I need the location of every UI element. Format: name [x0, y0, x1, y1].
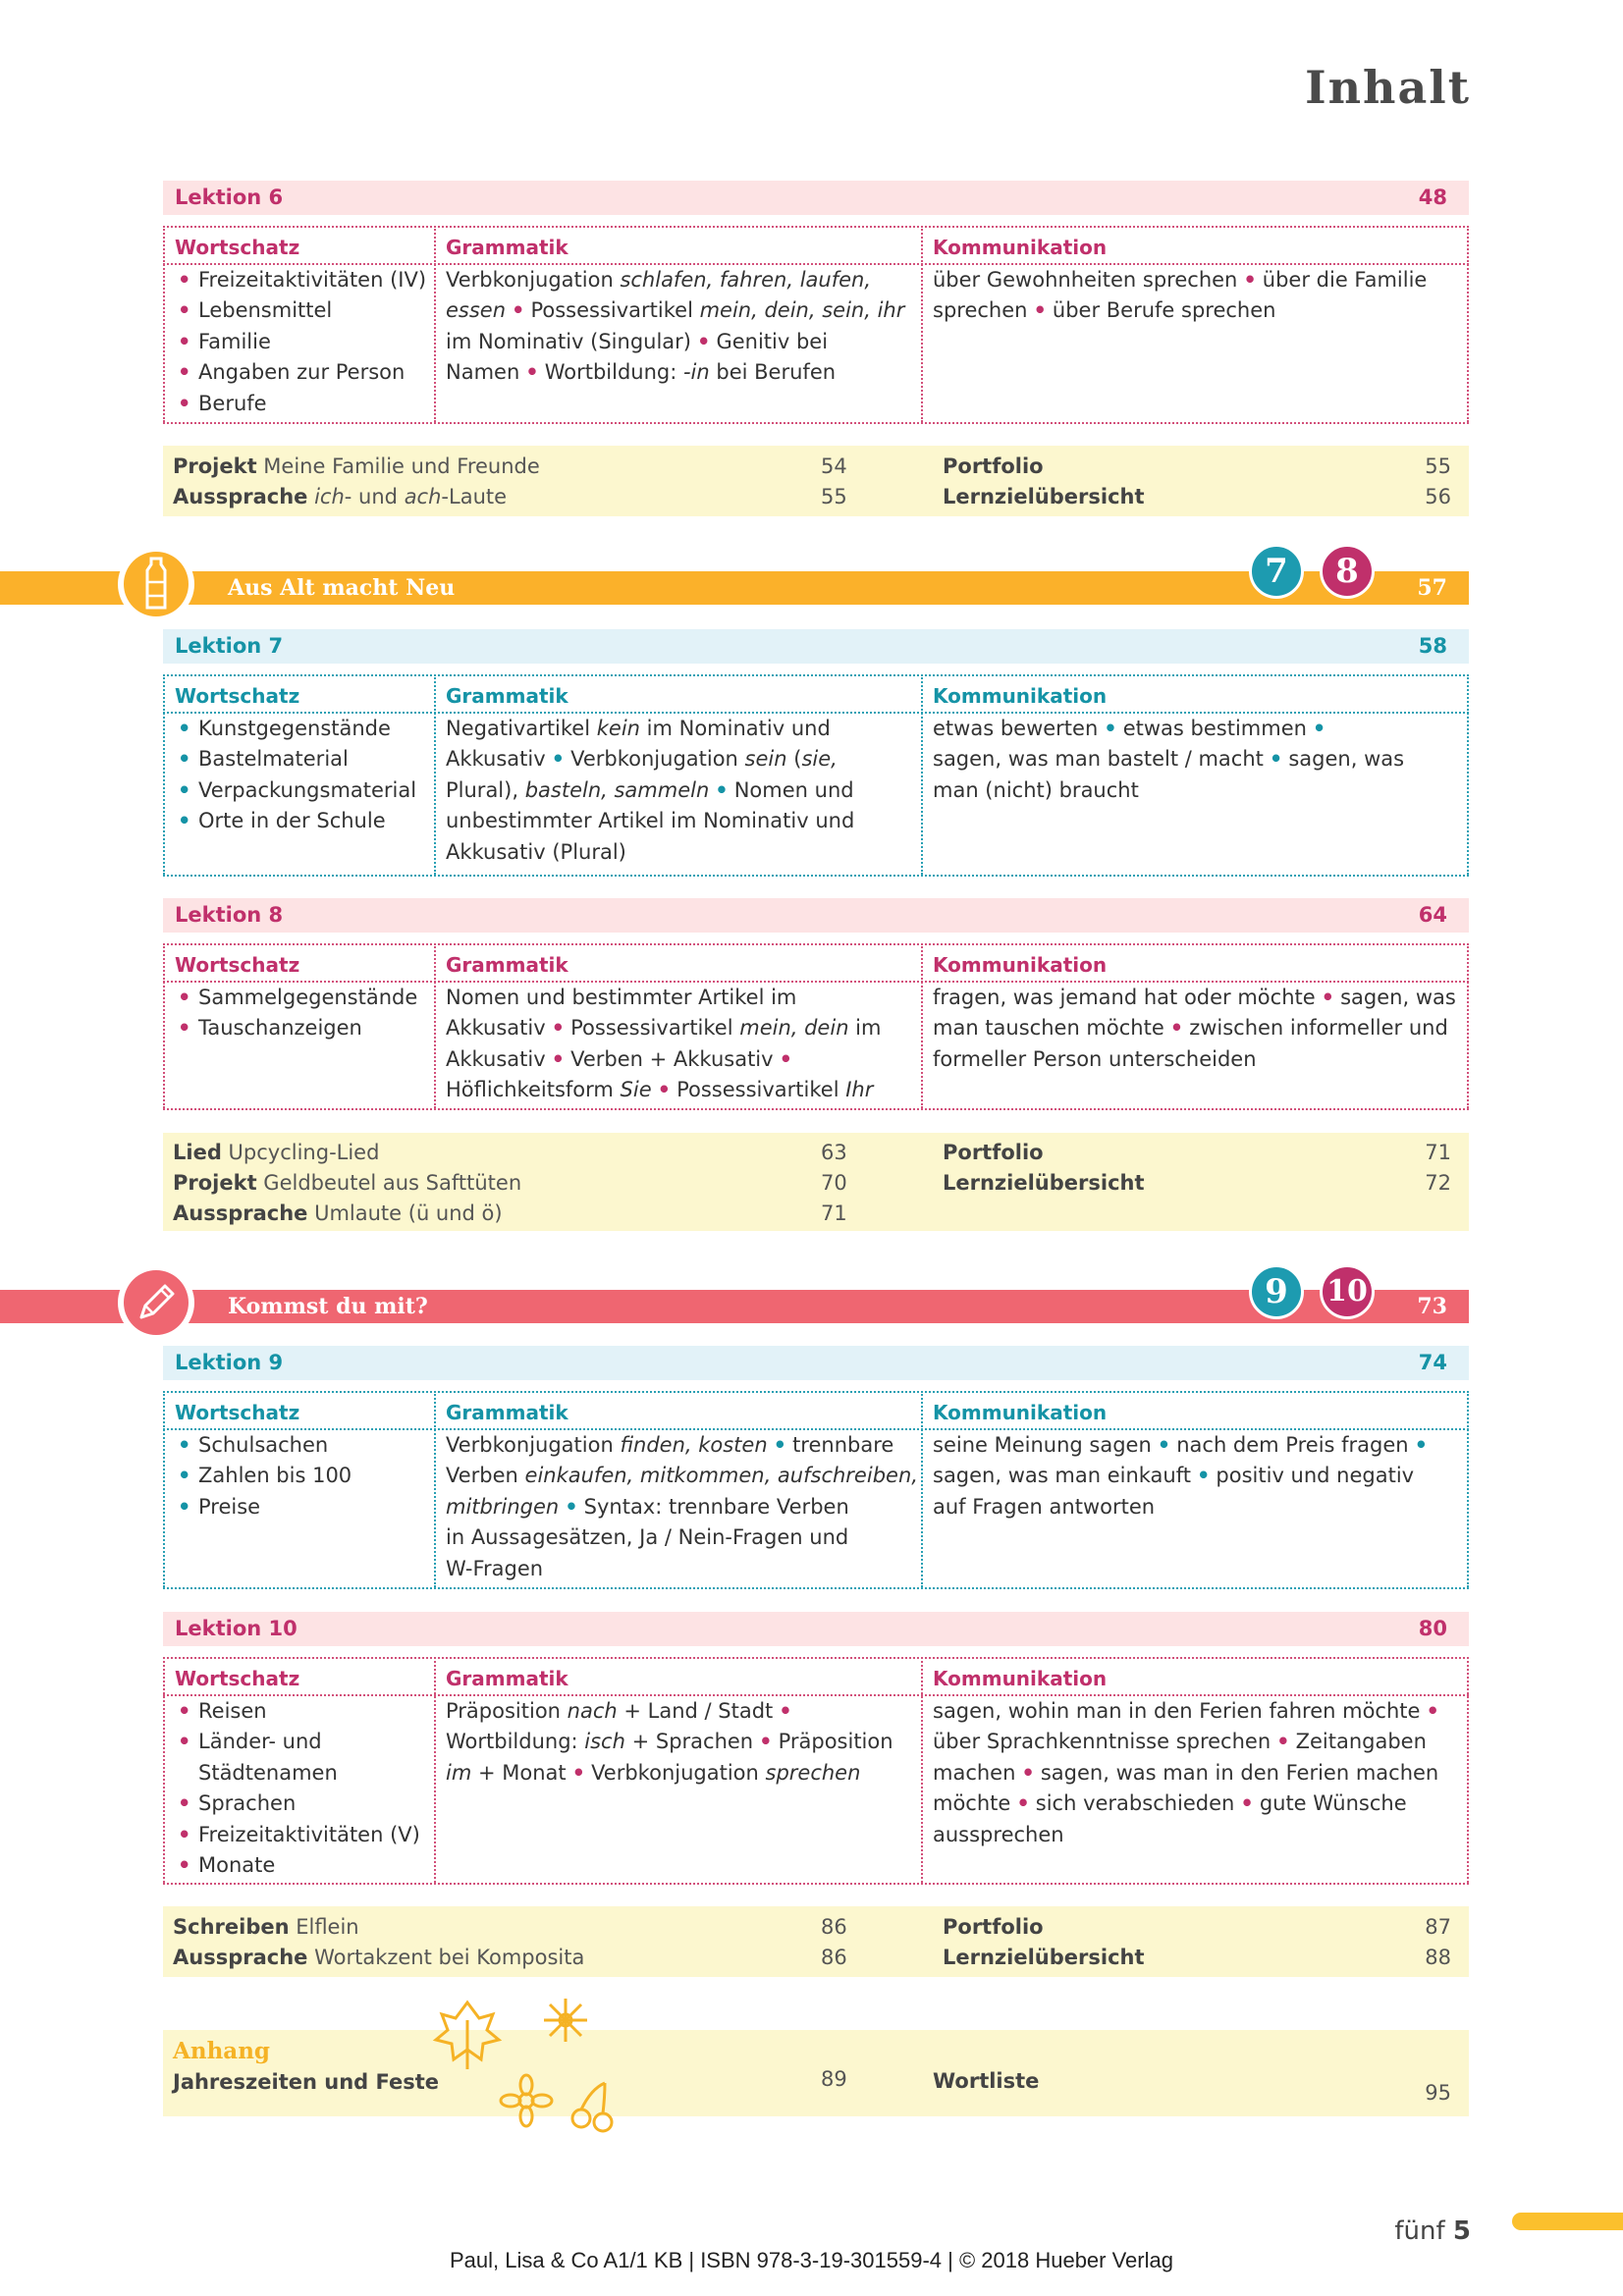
leaf-icon: [436, 2002, 499, 2069]
bottle-icon: [124, 552, 189, 616]
list-item: • Angaben zur Person: [175, 357, 434, 388]
unit-icon-circle: [118, 546, 194, 622]
list-item: • Freizeitaktivitäten (V): [175, 1820, 434, 1850]
anhang-page: 89: [821, 2067, 847, 2091]
extras-box: [163, 446, 1469, 516]
list-item: • Länder- und Städtenamen: [175, 1727, 361, 1789]
lesson-table: [163, 1383, 1469, 1589]
footer-accent-bar: [1512, 2213, 1623, 2230]
header-grammatik: Grammatik: [446, 236, 568, 259]
lesson-page: 64: [1418, 903, 1447, 927]
list-item: • Lebensmittel: [175, 295, 434, 326]
header-wortschatz: Wortschatz: [175, 684, 300, 708]
wortschatz-list: [163, 983, 434, 1044]
unit-title: Kommst du mit?: [228, 1294, 428, 1319]
lesson-header[interactable]: [163, 1612, 1469, 1646]
cherries-icon: [572, 2083, 612, 2131]
lesson-header[interactable]: [163, 629, 1469, 664]
seasons-icons: [432, 1991, 628, 2158]
grammatik-text: Verbkonjugation schlafen, fahren, laufen, essen • Possessivartikel mein, dein, sein, ihr im Nominativ (Singular) • Genitiv bei Namen • Wortbildung: -in bei Berufen: [446, 268, 905, 385]
header-wortschatz: Wortschatz: [175, 1667, 300, 1690]
header-wortschatz: Wortschatz: [175, 236, 300, 259]
unit-page: 73: [1417, 1294, 1447, 1319]
lesson-page: 74: [1418, 1351, 1447, 1374]
anhang-item[interactable]: Jahreszeiten und Feste: [173, 2070, 440, 2094]
lesson-badge-10: 10: [1320, 1264, 1375, 1319]
kommunikation-text: seine Meinung sagen • nach dem Preis fragen • sagen, was man einkauft • positiv und negativ auf Fragen antworten: [933, 1433, 1429, 1519]
wortschatz-list: [163, 714, 434, 837]
header-grammatik: Grammatik: [446, 1667, 568, 1690]
lesson-page: 80: [1418, 1617, 1447, 1640]
list-item: • Tauschanzeigen: [175, 1013, 434, 1043]
header-kommunikation: Kommunikation: [933, 236, 1108, 259]
extras-row: Projekt Geldbeutel aus Safttüten 70 Lernzielübersicht 72: [173, 1171, 1451, 1195]
page-title: Inhalt: [1305, 61, 1471, 114]
header-kommunikation: Kommunikation: [933, 684, 1108, 708]
lesson-title: Lektion 9: [175, 1351, 284, 1374]
list-item: • Reisen: [175, 1696, 434, 1727]
extras-row: Schreiben Elflein 86 Portfolio 87: [173, 1915, 1451, 1939]
wortschatz-list: [163, 265, 434, 419]
header-grammatik: Grammatik: [446, 1401, 568, 1424]
list-item: • Sprachen: [175, 1789, 434, 1819]
header-kommunikation: Kommunikation: [933, 953, 1108, 977]
anhang-box: [163, 2030, 1469, 2116]
kommunikation-text: sagen, wohin man in den Ferien fahren möchte • über Sprachkenntnisse sprechen • Zeitangaben machen • sagen, was man in den Ferien machen möchte • sich verabschieden • gute Wünsche aussprechen: [933, 1699, 1439, 1846]
lesson-title: Lektion 10: [175, 1617, 298, 1640]
grammatik-text: Präposition nach + Land / Stadt • Wortbildung: isch + Sprachen • Präposition im + Monat • Verbkonjugation sprechen: [446, 1699, 893, 1785]
list-item: • Freizeitaktivitäten (IV): [175, 265, 434, 295]
pencil-icon: [124, 1270, 189, 1335]
lesson-table: [163, 667, 1469, 879]
lesson-header[interactable]: [163, 1346, 1469, 1380]
anhang-title: Anhang: [173, 2038, 270, 2064]
list-item: • Kunstgegenstände: [175, 714, 434, 744]
flower-icon: [501, 2075, 552, 2126]
list-item: • Preise: [175, 1492, 434, 1522]
unit-icon-circle: [118, 1264, 194, 1341]
lesson-table: [163, 218, 1469, 424]
lesson-badge-8: 8: [1320, 544, 1375, 599]
kommunikation-text: etwas bewerten • etwas bestimmen • sagen, was man bastelt / macht • sagen, was man (nicht) braucht: [933, 717, 1405, 802]
list-item: • Zahlen bis 100: [175, 1461, 434, 1491]
header-kommunikation: Kommunikation: [933, 1401, 1108, 1424]
grammatik-text: Negativartikel kein im Nominativ und Akkusativ • Verbkonjugation sein (sie, Plural), basteln, sammeln • Nomen und unbestimmter Artikel im Nominativ und Akkusativ (Plural): [446, 717, 855, 864]
list-item: • Berufe: [175, 389, 434, 419]
lesson-table: [163, 935, 1469, 1112]
lesson-table: [163, 1649, 1469, 1885]
list-item: • Monate: [175, 1850, 434, 1881]
extras-box: [163, 1906, 1469, 1977]
lesson-page: 58: [1418, 634, 1447, 658]
lesson-badge-9: 9: [1249, 1264, 1304, 1319]
wortschatz-list: [163, 1696, 434, 1881]
extras-box: [163, 1133, 1469, 1231]
kommunikation-text: über Gewohnheiten sprechen • über die Familie sprechen • über Berufe sprechen: [933, 268, 1428, 323]
list-item: • Bastelmaterial: [175, 744, 434, 774]
lesson-badge-7: 7: [1249, 544, 1304, 599]
credit-line: Paul, Lisa & Co A1/1 KB | ISBN 978-3-19-301559-4 | © 2018 Hueber Verlag: [450, 2248, 1173, 2272]
unit-title: Aus Alt macht Neu: [228, 575, 456, 601]
unit-page: 57: [1417, 575, 1447, 601]
anhang-item[interactable]: Wortliste: [933, 2069, 1040, 2093]
extras-row: Aussprache Wortakzent bei Komposita 86 Lernzielübersicht 88: [173, 1946, 1451, 1969]
grammatik-text: Verbkonjugation finden, kosten • trennbare Verben einkaufen, mitkommen, aufschreiben, mitbringen • Syntax: trennbare Verben in Aussagesätzen, Ja / Nein-Fragen und W-Fragen: [446, 1433, 918, 1580]
header-wortschatz: Wortschatz: [175, 1401, 300, 1424]
list-item: • Schulsachen: [175, 1430, 434, 1461]
header-kommunikation: Kommunikation: [933, 1667, 1108, 1690]
grammatik-text: Nomen und bestimmter Artikel im Akkusativ • Possessivartikel mein, dein im Akkusativ • Verben + Akkusativ • Höflichkeitsform Sie • Possessivartikel Ihr: [446, 986, 882, 1102]
anhang-page: 95: [1425, 2081, 1451, 2105]
list-item: • Verpackungsmaterial: [175, 775, 434, 806]
snowflake-icon: [544, 1999, 587, 2042]
list-item: • Familie: [175, 327, 434, 357]
lesson-title: Lektion 7: [175, 634, 284, 658]
extras-row: Aussprache Umlaute (ü und ö) 71: [173, 1201, 847, 1225]
lesson-header[interactable]: [163, 898, 1469, 933]
kommunikation-text: fragen, was jemand hat oder möchte • sagen, was man tauschen möchte • zwischen informeller und formeller Person unterscheiden: [933, 986, 1456, 1071]
lesson-header[interactable]: [163, 181, 1469, 215]
page-number: fünf 5: [1394, 2216, 1471, 2246]
header-wortschatz: Wortschatz: [175, 953, 300, 977]
list-item: • Orte in der Schule: [175, 806, 434, 836]
header-grammatik: Grammatik: [446, 953, 568, 977]
lesson-title: Lektion 6: [175, 186, 284, 209]
wortschatz-list: [163, 1430, 434, 1522]
extras-row: Aussprache ich- und ach-Laute 55 Lernzielübersicht 56: [173, 485, 1451, 508]
extras-row: Projekt Meine Familie und Freunde 54 Portfolio 55: [173, 454, 1451, 478]
header-grammatik: Grammatik: [446, 684, 568, 708]
extras-row: Lied Upcycling-Lied 63 Portfolio 71: [173, 1141, 1451, 1164]
lesson-page: 48: [1418, 186, 1447, 209]
lesson-title: Lektion 8: [175, 903, 284, 927]
list-item: • Sammelgegenstände: [175, 983, 434, 1013]
